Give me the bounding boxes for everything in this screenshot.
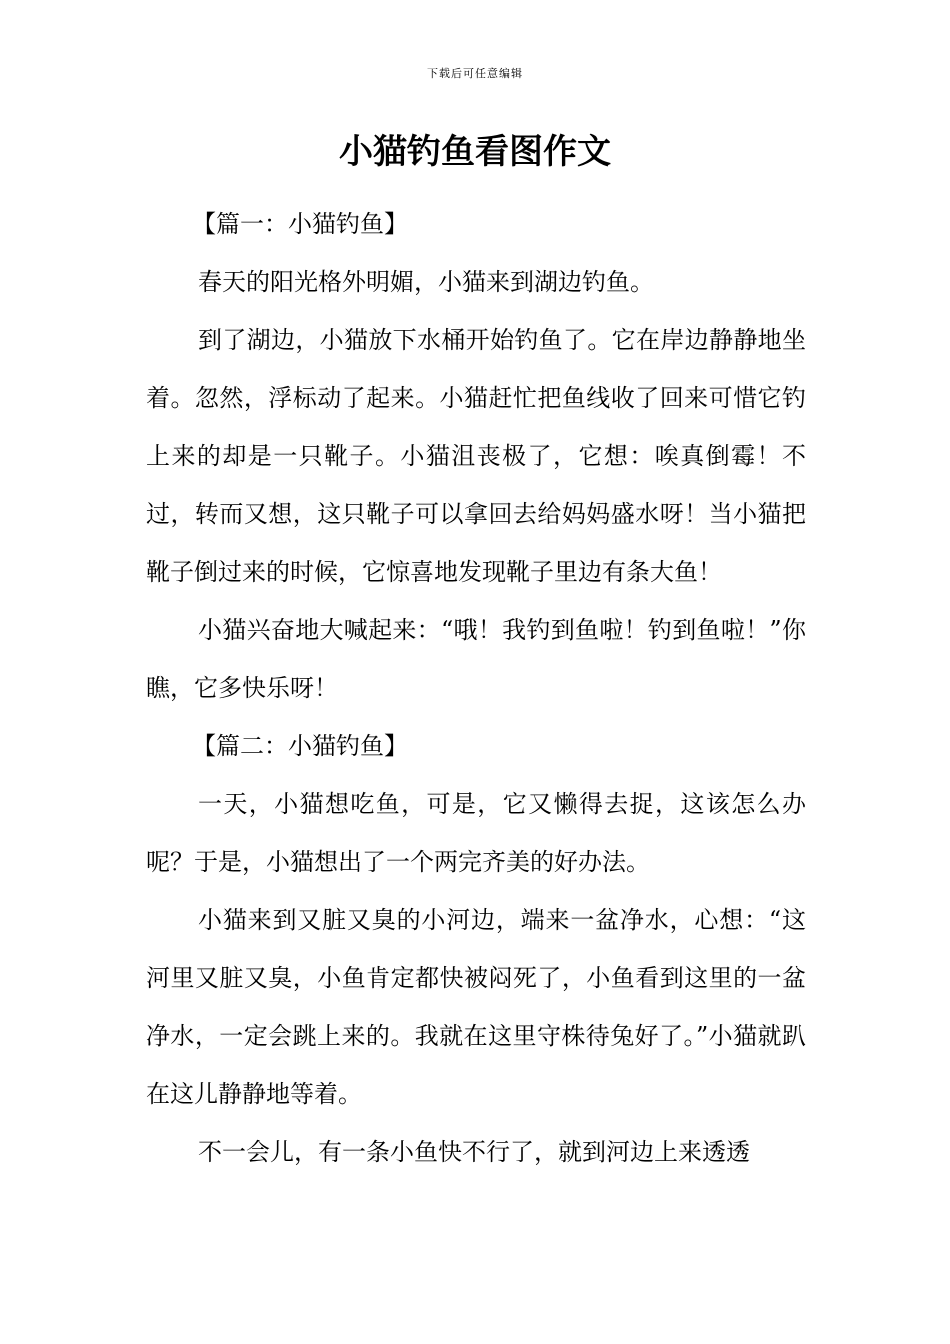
paragraph-1-2: 到了湖边，小猫放下水桶开始钓鱼了。它在岸边静静地坐着。忽然，浮标动了起来。小猫赶忙把鱼线收了回来可惜它钓上来的却是一只靴子。小猫沮丧极了，它想：唉真倒霉！不过，转而又想，这只靴子可以拿回去给妈妈盛水呀！当小猫把靴子倒过来的时候，它惊喜地发现靴子里边有条大鱼！ [146,326,806,586]
paragraph-2-3: 不一会儿，有一条小鱼快不行了，就到河边上来透透 [198,1138,750,1166]
paragraph-2-1: 一天，小猫想吃鱼，可是，它又懒得去捉，这该怎么办呢？于是，小猫想出了一个两完齐美的好办法。 [146,790,806,876]
document-body [146,195,806,1181]
section-heading-2: 【篇二：小猫钓鱼】 [192,732,408,760]
paragraph-1-1: 春天的阳光格外明媚，小猫来到湖边钓鱼。 [198,268,654,296]
paragraph-2-2: 小猫来到又脏又臭的小河边，端来一盆净水，心想：“这河里又脏又臭，小鱼肯定都快被闷死了，小鱼看到这里的一盆净水，一定会跳上来的。我就在这里守株待兔好了。”小猫就趴在这儿静静地等着。 [146,906,806,1108]
section-heading-1: 【篇一：小猫钓鱼】 [192,210,408,238]
header-note: 下载后可任意编辑 [427,67,523,80]
document-title: 小猫钓鱼看图作文 [339,132,611,172]
paragraph-1-3: 小猫兴奋地大喊起来：“哦！我钓到鱼啦！钓到鱼啦！”你瞧，它多快乐呀！ [146,616,806,702]
